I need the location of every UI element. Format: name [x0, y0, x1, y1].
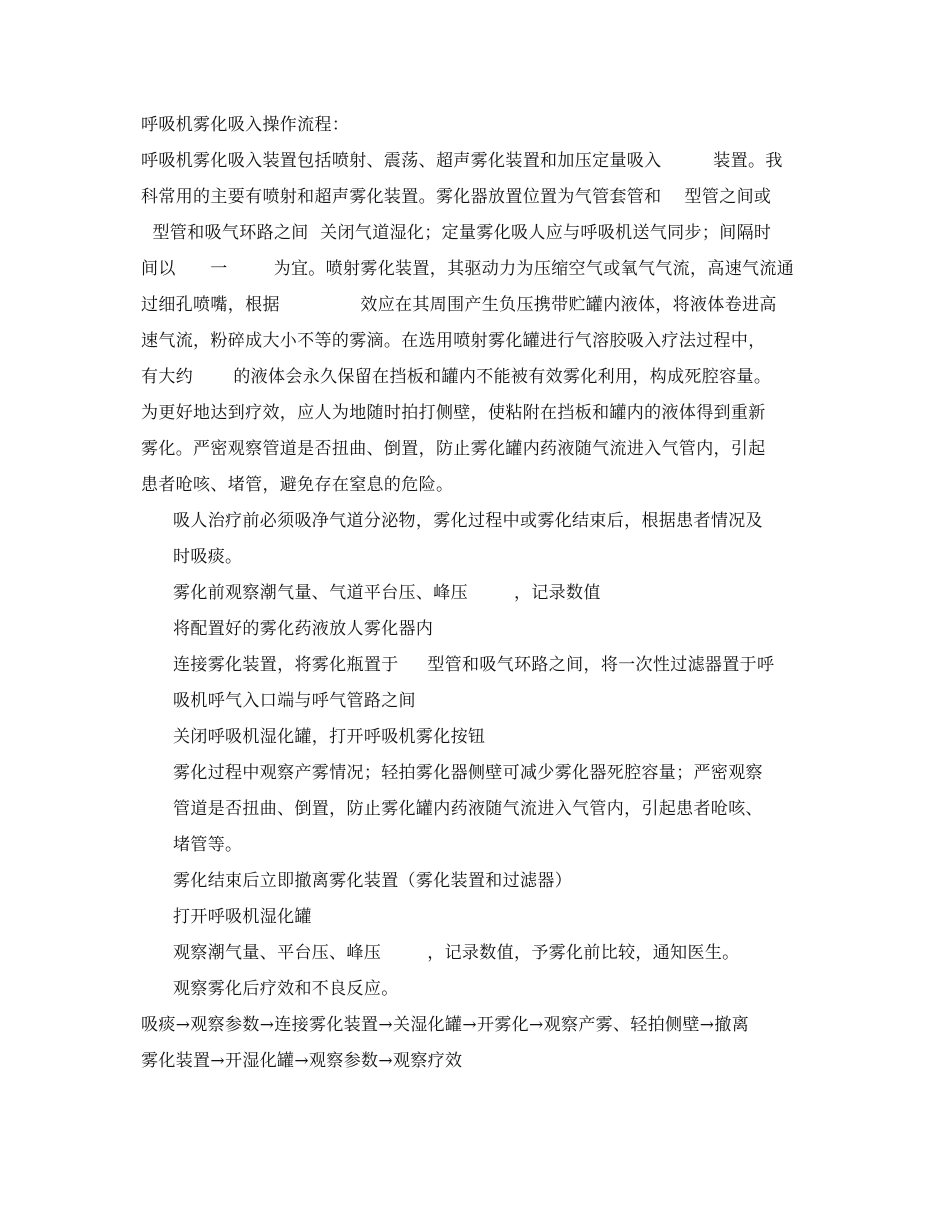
step-line: 打开呼吸机湿化罐	[173, 907, 312, 927]
intro-line: 呼吸机雾化吸入装置包括喷射、震荡、超声雾化装置和加压定量吸入 装置。我	[141, 151, 783, 171]
step-line: 时吸痰。	[173, 547, 243, 567]
intro-line: 型管和吸气环路之间 关闭气道湿化；定量雾化吸人应与呼吸机送气同步；间隔时	[141, 223, 772, 243]
flow-line: 吸痰→观察参数→连接雾化装置→关湿化罐→开雾化→观察产雾、轻拍侧壁→撤离	[141, 1015, 750, 1035]
step-line: 观察雾化后疗效和不良反应。	[173, 979, 399, 999]
step-line: 堵管等。	[173, 835, 243, 855]
intro-line: 速气流，粉碎成大小不等的雾滴。在选用喷射雾化罐进行气溶胶吸入疗法过程中，	[141, 331, 766, 351]
step-line: 连接雾化装置，将雾化瓶置于 型管和吸气环路之间，将一次性过滤器置于呼	[173, 655, 775, 675]
step-line: 雾化前观察潮气量、气道平台压、峰压 ，记录数值	[173, 583, 601, 603]
step-line: 雾化结束后立即撤离雾化装置（雾化装置和过滤器）	[173, 871, 573, 891]
step-line: 雾化过程中观察产雾情况；轻拍雾化器侧壁可减少雾化器死腔容量；严密观察	[173, 763, 763, 783]
document-title: 呼吸机雾化吸入操作流程：	[141, 115, 350, 135]
step-line: 关闭呼吸机湿化罐，打开呼吸机雾化按钮	[173, 727, 486, 747]
step-line: 管道是否扭曲、倒置，防止雾化罐内药液随气流进入气管内，引起患者呛咳、	[173, 799, 763, 819]
step-line: 将配置好的雾化药液放人雾化器内	[173, 619, 434, 639]
intro-line: 为更好地达到疗效，应人为地随时拍打侧壁，使粘附在挡板和罐内的液体得到重新	[141, 403, 766, 423]
intro-line: 患者呛咳、堵管，避免存在窒息的危险。	[141, 475, 454, 495]
step-line: 观察潮气量、平台压、峰压 ，记录数值，予雾化前比较，通知医生。	[173, 943, 740, 963]
intro-line: 过细孔喷嘴，根据 效应在其周围产生负压携带贮罐内液体，将液体卷进高	[141, 295, 777, 315]
intro-line: 科常用的主要有喷射和超声雾化装置。雾化器放置位置为气管套管和 型管之间或	[141, 187, 772, 207]
flow-line: 雾化装置→开湿化罐→观察参数→观察疗效	[141, 1051, 463, 1071]
intro-line: 雾化。严密观察管道是否扭曲、倒置，防止雾化罐内药液随气流进入气管内，引起	[141, 439, 766, 459]
intro-line: 间以 一 为宜。喷射雾化装置，其驱动力为压缩空气或氧气气流，高速气流通	[141, 259, 795, 279]
step-line: 吸人治疗前必须吸净气道分泌物，雾化过程中或雾化结束后，根据患者情况及	[173, 511, 763, 531]
step-line: 吸机呼气入口端与呼气管路之间	[173, 691, 416, 711]
intro-line: 有大约 的液体会永久保留在挡板和罐内不能被有效雾化利用，构成死腔容量。	[141, 367, 772, 387]
